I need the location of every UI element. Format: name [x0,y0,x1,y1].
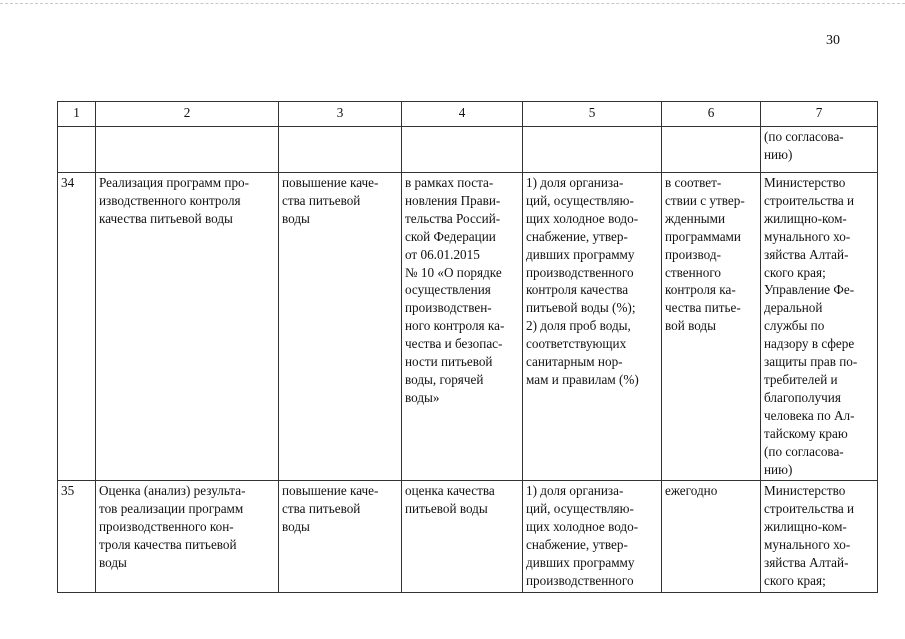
indicators-cell: 1) доля организа- ций, осуществляю- щих холодное водо- снабжение, утвер- дивших программу производственного [523,481,662,592]
basis-cell: оценка качества питьевой воды [402,481,523,592]
indicators-cell: 1) доля организа- ций, осуществляю- щих холодное водо- снабжение, утвер- дивших программу производственного контроля качества питьевой воды (%); 2) доля проб воды, соответствующих санитарным нор- мам и правилам (%) [523,173,662,481]
scan-edge-line [0,3,905,4]
term-cell: ежегодно [662,481,761,592]
page-number: 30 [826,33,840,48]
column-header: 1 [58,102,96,127]
executors-cell: Министерство строительства и жилищно-ком- мунального хо- зяйства Алтай- ского края; Управление Фе- деральной службы по надзору в сфере защиты прав по- требителей и благополучия человека по Ал- тайскому краю (по согласова- нию) [761,173,878,481]
column-header: 6 [662,102,761,127]
executors-cell: Министерство строительства и жилищно-ком- мунального хо- зяйства Алтай- ского края; [761,481,878,592]
continuation-row [58,127,878,173]
measures-table [57,101,878,593]
column-header: 5 [523,102,662,127]
row-number: 35 [58,481,96,592]
basis-cell: в рамках поста- новления Прави- тельства Россий- ской Федерации от 06.01.2015 № 10 «О порядке осуществления производствен- ного контроля ка- чества и безопас- ности питьевой воды, горячей воды» [402,173,523,481]
activity-cell: Реализация программ про- изводственного контроля качества питьевой воды [96,173,279,481]
column-header: 4 [402,102,523,127]
term-cell: в соответ- ствии с утвер- жденными программами производ- ственного контроля ка- чества питье- вой воды [662,173,761,481]
column-header: 3 [279,102,402,127]
executors-cell: (по согласова- нию) [761,127,878,173]
column-header: 7 [761,102,878,127]
row-number: 34 [58,173,96,481]
table-row [58,481,878,592]
goal-cell: повышение каче- ства питьевой воды [279,173,402,481]
column-header: 2 [96,102,279,127]
goal-cell: повышение каче- ства питьевой воды [279,481,402,592]
table-row [58,173,878,481]
table-header-row [58,102,878,127]
activity-cell: Оценка (анализ) результа- тов реализации программ производственного кон- троля качества питьевой воды [96,481,279,592]
